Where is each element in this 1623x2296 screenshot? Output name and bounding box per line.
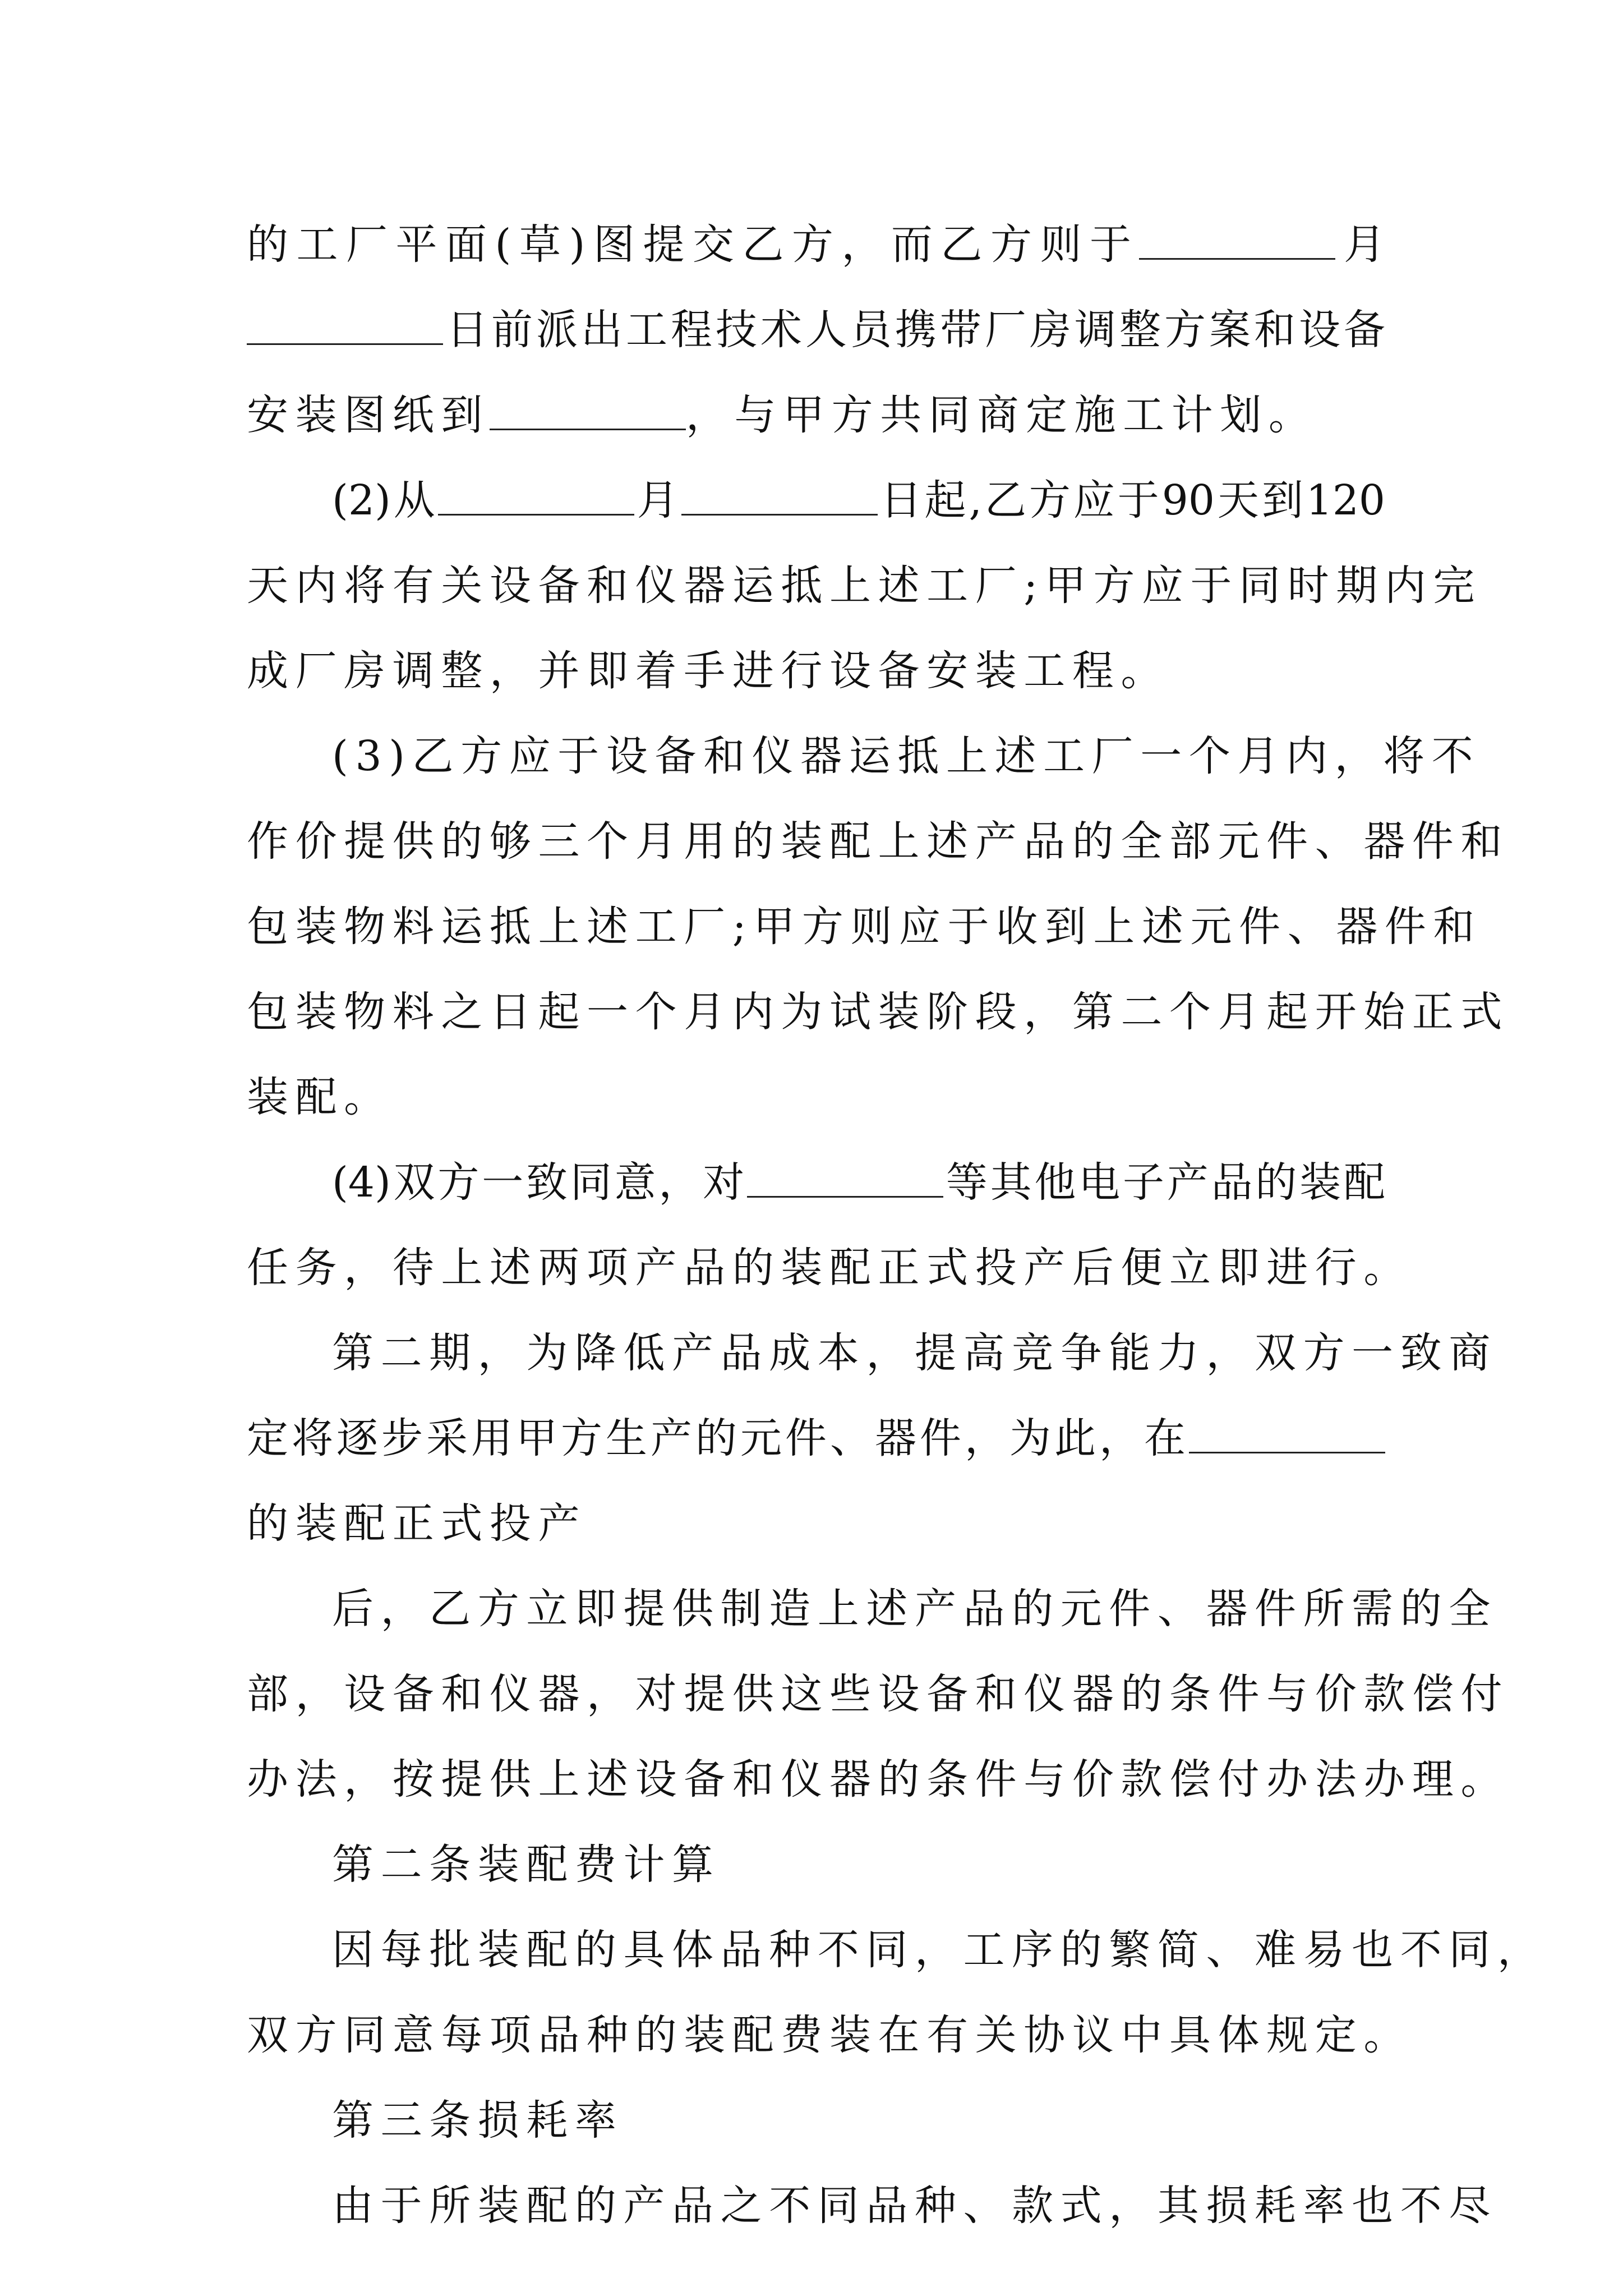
text-line: 由于所装配的产品之不同品种、款式，其损耗率也不尽	[332, 2182, 1497, 2230]
text-line: 后，乙方立即提供制造上述产品的元件、器件所需的全	[332, 1585, 1497, 1633]
text-line: 部，设备和仪器，对提供这些设备和仪器的条件与价款偿付	[247, 1670, 1510, 1718]
text-segment: 定将逐步采用甲方生产的元件、器件，为此，在	[247, 1414, 1189, 1462]
text-line: 的装配正式投产	[247, 1499, 587, 1548]
text-line	[247, 287, 1385, 372]
text-segment: 日前派出工程技术人员携带厂房调整方案和设备	[443, 306, 1385, 354]
text-segment: 安装图纸到	[247, 391, 490, 439]
text-line: 成厂房调整，并即着手进行设备安装工程。	[247, 647, 1170, 695]
text-segment: ，与甲方共同商定施工计划。	[685, 391, 1317, 439]
text-line	[247, 202, 1385, 287]
text-segment: 等其他电子产品的装配	[943, 1158, 1385, 1207]
fill-in-blank	[438, 477, 634, 516]
text-line: 包装物料运抵上述工厂;甲方则应于收到上述元件、器件和	[247, 903, 1482, 951]
text-line: (3)乙方应于设备和仪器运抵上述工厂一个月内，将不	[332, 732, 1481, 780]
fill-in-blank	[490, 392, 686, 430]
fill-in-blank	[747, 1159, 943, 1198]
text-line: 办法，按提供上述设备和仪器的条件与价款偿付办法办理。	[247, 1755, 1510, 1803]
fill-in-blank	[1139, 221, 1335, 260]
text-segment: 的工厂平面(草)图提交乙方，而乙方则于	[247, 220, 1140, 269]
text-line	[247, 1396, 1385, 1481]
text-segment: 日起,乙方应于90天到120	[877, 476, 1386, 524]
article-heading: 第二条装配费计算	[332, 1841, 721, 1889]
text-line	[247, 372, 1385, 458]
text-line: 作价提供的够三个月用的装配上述产品的全部元件、器件和	[247, 817, 1510, 866]
text-line: 包装物料之日起一个月内为试装阶段，第二个月起开始正式	[247, 988, 1510, 1036]
text-segment: (2)从	[332, 476, 438, 524]
fill-in-blank	[681, 477, 878, 516]
text-segment: 月	[1335, 220, 1385, 269]
text-line	[247, 458, 1385, 543]
text-line: 天内将有关设备和仪器运抵上述工厂;甲方应于同时期内完	[247, 562, 1482, 610]
text-line: 因每批装配的具体品种不同，工序的繁简、难易也不同，	[332, 1926, 1546, 1974]
text-line: 双方同意每项品种的装配费装在有关协议中具体规定。	[247, 2011, 1412, 2059]
document-page	[247, 202, 1546, 2248]
text-line: 任务，待上述两项产品的装配正式投产后便立即进行。	[247, 1244, 1412, 1292]
text-segment: 月	[634, 476, 681, 524]
fill-in-blank	[1189, 1415, 1385, 1453]
article-heading: 第三条损耗率	[332, 2096, 624, 2145]
fill-in-blank	[247, 306, 443, 345]
text-line: 第二期，为降低产品成本，提高竞争能力，双方一致商	[332, 1329, 1497, 1377]
text-line	[247, 1140, 1385, 1225]
text-segment: (4)双方一致同意，对	[332, 1158, 748, 1207]
text-line: 装配。	[247, 1073, 393, 1121]
